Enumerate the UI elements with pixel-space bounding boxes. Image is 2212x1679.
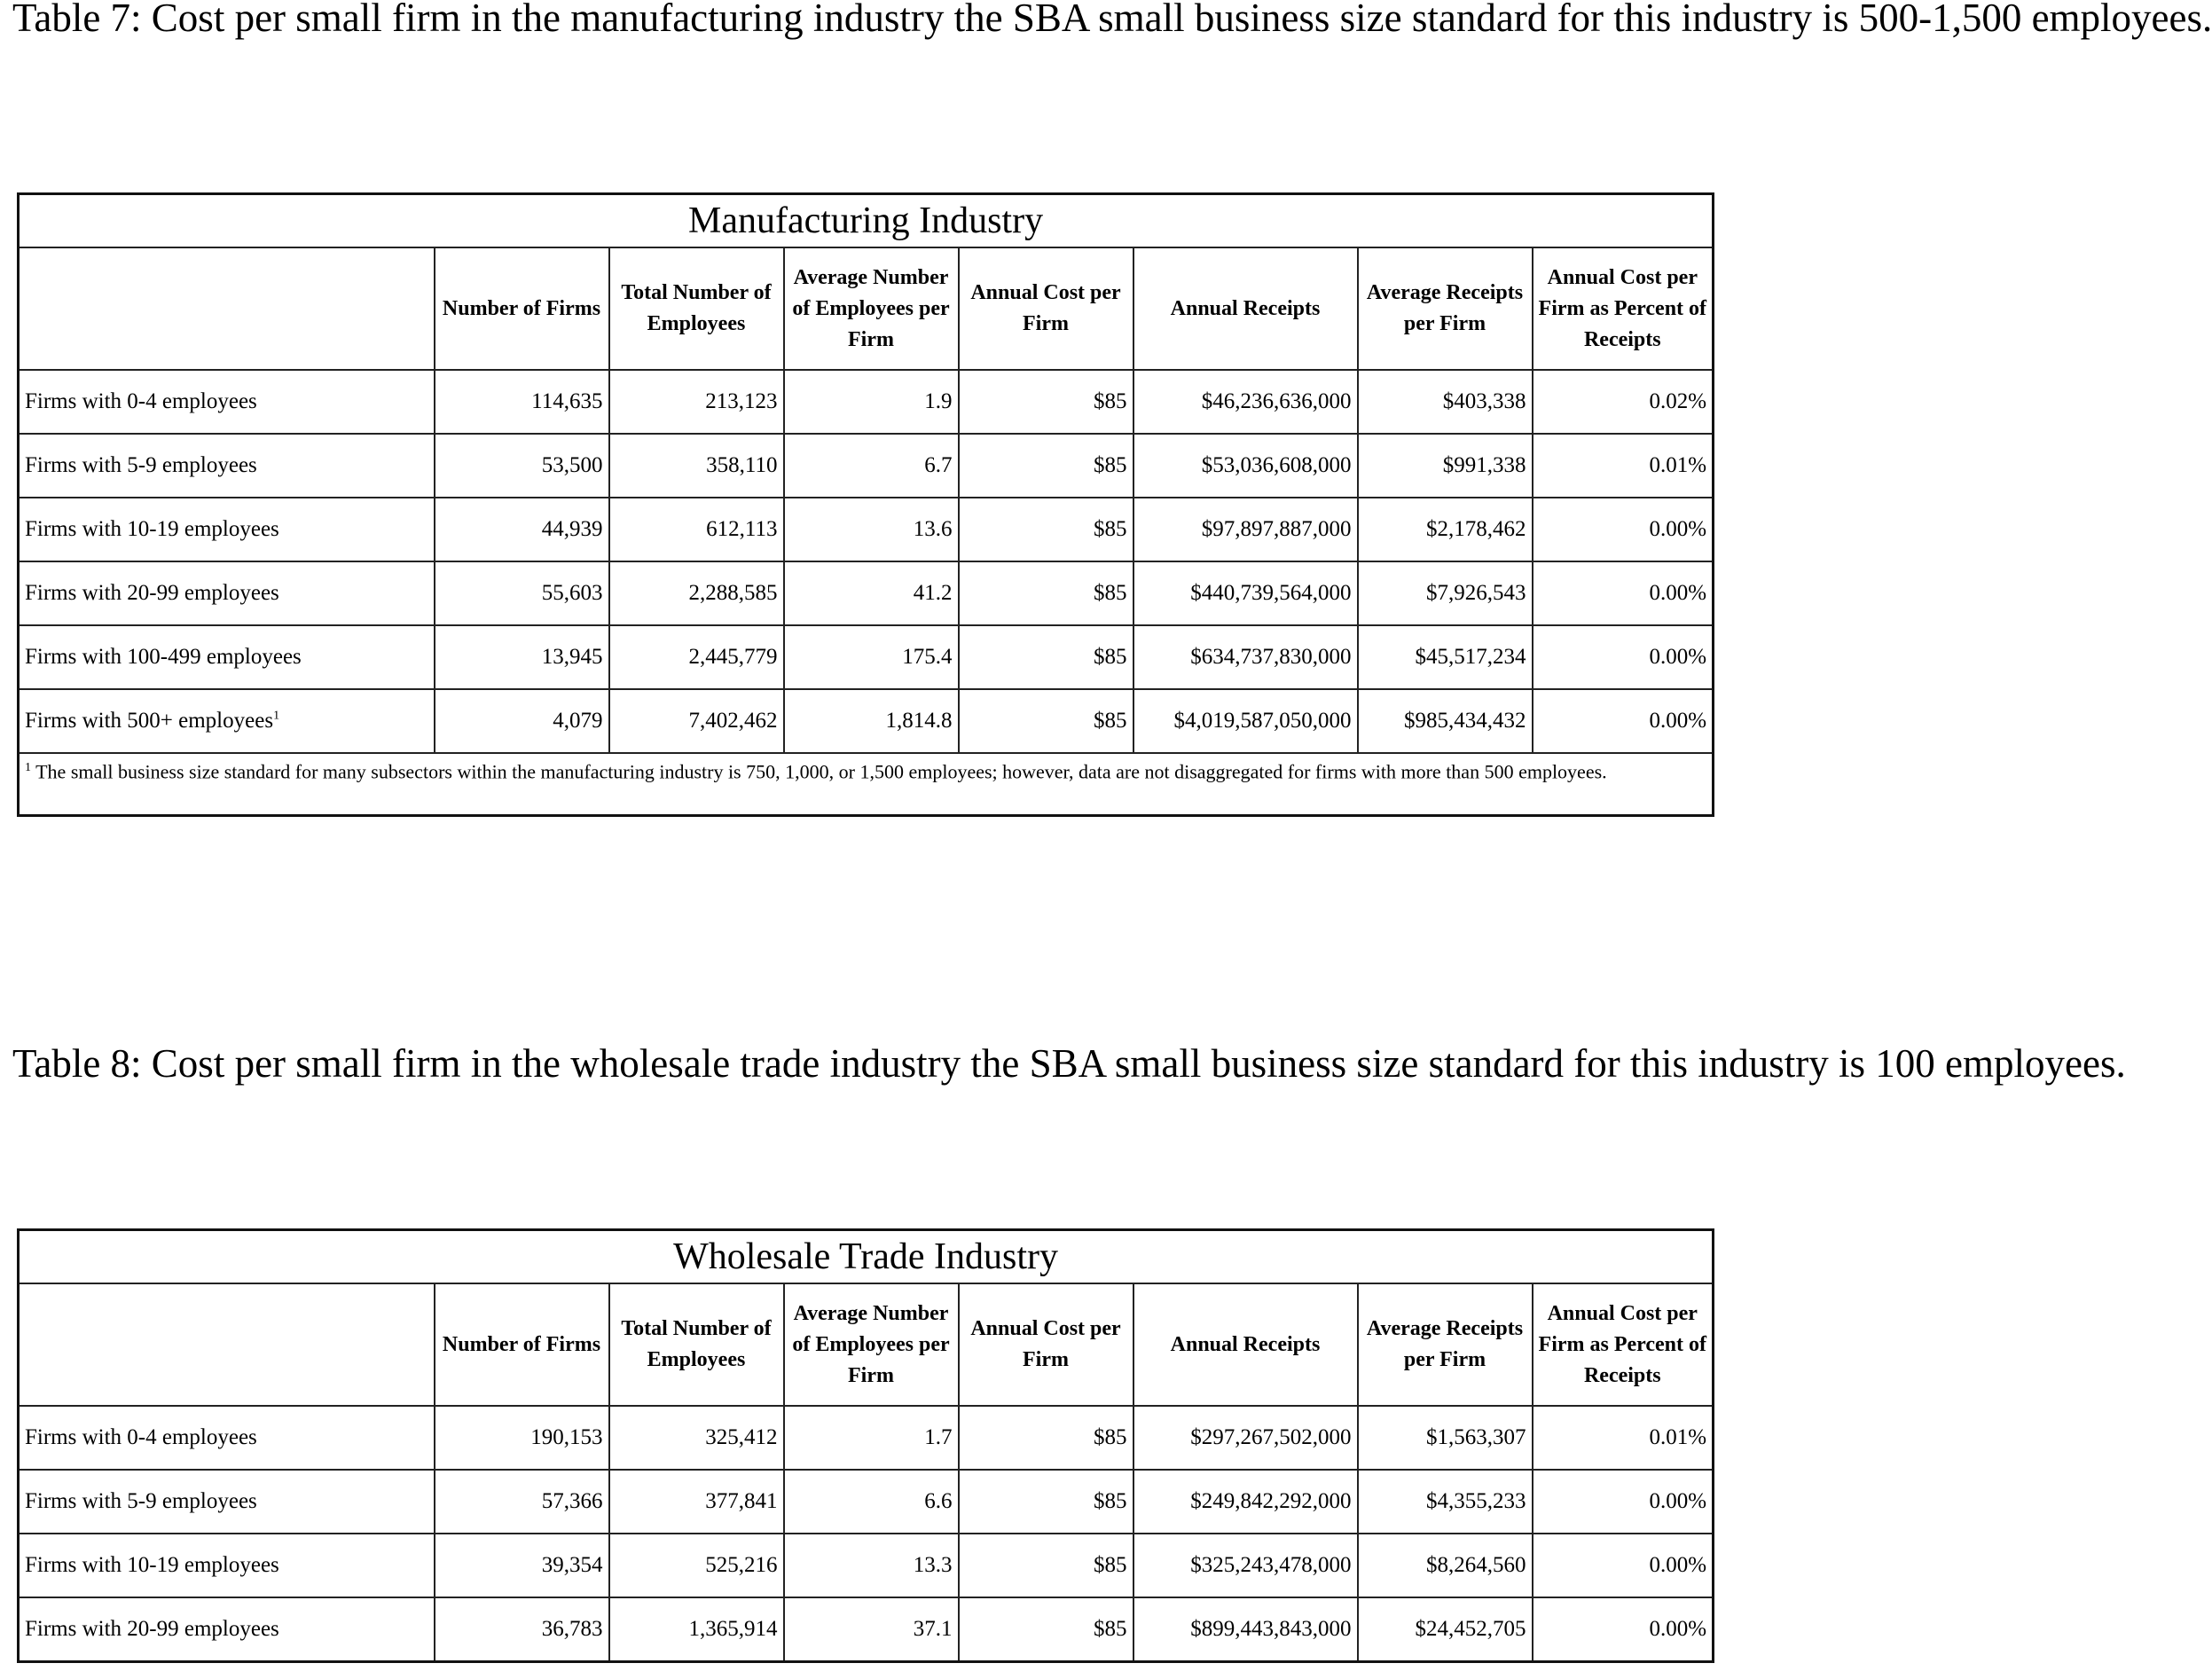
table-cell: $24,452,705 bbox=[1358, 1597, 1533, 1662]
column-header: Annual Cost per Firm bbox=[959, 247, 1133, 370]
row-label: Firms with 0-4 employees bbox=[19, 370, 435, 434]
table-cell: $85 bbox=[959, 561, 1133, 625]
table-cell: 1.9 bbox=[784, 370, 959, 434]
table-cell: $985,434,432 bbox=[1358, 689, 1533, 753]
manufacturing-industry-table bbox=[17, 192, 1714, 817]
table-cell: 2,445,779 bbox=[609, 625, 784, 689]
table-cell: $85 bbox=[959, 1534, 1133, 1597]
table-cell: 2,288,585 bbox=[609, 561, 784, 625]
table-cell: 358,110 bbox=[609, 434, 784, 498]
table-cell: 1,365,914 bbox=[609, 1597, 784, 1662]
table-row bbox=[19, 625, 1714, 689]
column-header bbox=[19, 247, 435, 370]
table-cell: 377,841 bbox=[609, 1470, 784, 1534]
footnote bbox=[19, 753, 1714, 816]
row-label: Firms with 5-9 employees bbox=[19, 434, 435, 498]
column-header: Average Number of Employees per Firm bbox=[784, 247, 959, 370]
table-cell: $45,517,234 bbox=[1358, 625, 1533, 689]
footnote-text: The small business size standard for many subsectors within the manufacturing industry is 750, 1,000, or 1,500 employees; however, data are not disaggregated for firms with more than 500 employees. bbox=[35, 760, 1607, 783]
column-header: Annual Cost per Firm as Percent of Receipts bbox=[1533, 1283, 1714, 1406]
table-cell: 0.00% bbox=[1533, 1534, 1714, 1597]
table-title: Manufacturing Industry bbox=[19, 194, 1714, 248]
table-cell: $53,036,608,000 bbox=[1133, 434, 1358, 498]
table-cell: $4,019,587,050,000 bbox=[1133, 689, 1358, 753]
column-header: Average Number of Employees per Firm bbox=[784, 1283, 959, 1406]
table-cell: $7,926,543 bbox=[1358, 561, 1533, 625]
table-cell: 53,500 bbox=[435, 434, 609, 498]
table-cell: $899,443,843,000 bbox=[1133, 1597, 1358, 1662]
table-row bbox=[19, 1597, 1714, 1662]
table-cell: $85 bbox=[959, 1597, 1133, 1662]
table-cell: 0.00% bbox=[1533, 561, 1714, 625]
row-label: Firms with 10-19 employees bbox=[19, 498, 435, 561]
table-cell: 213,123 bbox=[609, 370, 784, 434]
row-label: Firms with 100-499 employees bbox=[19, 625, 435, 689]
column-header: Average Receipts per Firm bbox=[1358, 1283, 1533, 1406]
table-cell: 175.4 bbox=[784, 625, 959, 689]
table-cell: $85 bbox=[959, 370, 1133, 434]
row-label-text: Firms with 500+ employees bbox=[25, 709, 274, 733]
table-cell: $85 bbox=[959, 1406, 1133, 1470]
table-cell: $249,842,292,000 bbox=[1133, 1470, 1358, 1534]
table-row bbox=[19, 1534, 1714, 1597]
table-row bbox=[19, 561, 1714, 625]
table-cell: 41.2 bbox=[784, 561, 959, 625]
table-cell: 0.01% bbox=[1533, 434, 1714, 498]
footnote-marker: 1 bbox=[25, 761, 31, 774]
column-header bbox=[19, 1283, 435, 1406]
footnote-row bbox=[19, 753, 1714, 816]
table-cell: 4,079 bbox=[435, 689, 609, 753]
table-cell: $297,267,502,000 bbox=[1133, 1406, 1358, 1470]
table-cell: $440,739,564,000 bbox=[1133, 561, 1358, 625]
table-8-caption: Table 8: Cost per small firm in the wholesale trade industry the SBA small business size standard for this industry is 100 employees. bbox=[12, 1041, 2126, 1086]
table-cell: $991,338 bbox=[1358, 434, 1533, 498]
table-cell: 0.00% bbox=[1533, 689, 1714, 753]
table-cell: $97,897,887,000 bbox=[1133, 498, 1358, 561]
column-header: Annual Receipts bbox=[1133, 247, 1358, 370]
table-cell: 0.00% bbox=[1533, 498, 1714, 561]
table-cell: $325,243,478,000 bbox=[1133, 1534, 1358, 1597]
table-cell: 13.6 bbox=[784, 498, 959, 561]
table-7-caption: Table 7: Cost per small firm in the manufacturing industry the SBA small business size standard for this industry is 500-1,500 employees. bbox=[12, 0, 2212, 40]
wholesale-trade-industry-table bbox=[17, 1228, 1714, 1663]
table-cell: $85 bbox=[959, 434, 1133, 498]
table-cell: 525,216 bbox=[609, 1534, 784, 1597]
row-label: Firms with 10-19 employees bbox=[19, 1534, 435, 1597]
row-label: Firms with 5-9 employees bbox=[19, 1470, 435, 1534]
table-cell: 612,113 bbox=[609, 498, 784, 561]
table-cell: 0.00% bbox=[1533, 625, 1714, 689]
table-cell: $634,737,830,000 bbox=[1133, 625, 1358, 689]
table-cell: $46,236,636,000 bbox=[1133, 370, 1358, 434]
table-row bbox=[19, 1406, 1714, 1470]
table-title: Wholesale Trade Industry bbox=[19, 1230, 1714, 1284]
table-cell: 1,814.8 bbox=[784, 689, 959, 753]
table-cell: 37.1 bbox=[784, 1597, 959, 1662]
row-label: Firms with 20-99 employees bbox=[19, 1597, 435, 1662]
table-row bbox=[19, 689, 1714, 753]
table-cell: $8,264,560 bbox=[1358, 1534, 1533, 1597]
table-cell: 39,354 bbox=[435, 1534, 609, 1597]
table-cell: 0.00% bbox=[1533, 1597, 1714, 1662]
table-cell: 7,402,462 bbox=[609, 689, 784, 753]
header-row bbox=[19, 247, 1714, 370]
table-cell: $403,338 bbox=[1358, 370, 1533, 434]
column-header: Total Number of Employees bbox=[609, 1283, 784, 1406]
table-row bbox=[19, 498, 1714, 561]
table-row bbox=[19, 1470, 1714, 1534]
table-cell: $4,355,233 bbox=[1358, 1470, 1533, 1534]
table-cell: 57,366 bbox=[435, 1470, 609, 1534]
table-cell: $85 bbox=[959, 625, 1133, 689]
table-cell: 36,783 bbox=[435, 1597, 609, 1662]
table-cell: 6.7 bbox=[784, 434, 959, 498]
table-cell: 13,945 bbox=[435, 625, 609, 689]
column-header: Average Receipts per Firm bbox=[1358, 247, 1533, 370]
row-label: Firms with 0-4 employees bbox=[19, 1406, 435, 1470]
header-row bbox=[19, 1283, 1714, 1406]
table-cell: $85 bbox=[959, 498, 1133, 561]
table-cell: 0.01% bbox=[1533, 1406, 1714, 1470]
footnote-reference: 1 bbox=[273, 709, 280, 723]
table-cell: $2,178,462 bbox=[1358, 498, 1533, 561]
column-header: Annual Cost per Firm as Percent of Receipts bbox=[1533, 247, 1714, 370]
table-row bbox=[19, 434, 1714, 498]
table-row bbox=[19, 370, 1714, 434]
table-cell: 325,412 bbox=[609, 1406, 784, 1470]
table-cell: 44,939 bbox=[435, 498, 609, 561]
table-cell: 114,635 bbox=[435, 370, 609, 434]
table-cell: 0.02% bbox=[1533, 370, 1714, 434]
column-header: Number of Firms bbox=[435, 247, 609, 370]
table-cell: $85 bbox=[959, 1470, 1133, 1534]
table-cell: 6.6 bbox=[784, 1470, 959, 1534]
column-header: Total Number of Employees bbox=[609, 247, 784, 370]
table-cell: 55,603 bbox=[435, 561, 609, 625]
table-cell: 0.00% bbox=[1533, 1470, 1714, 1534]
table-cell: 1.7 bbox=[784, 1406, 959, 1470]
table-cell: $1,563,307 bbox=[1358, 1406, 1533, 1470]
row-label: Firms with 20-99 employees bbox=[19, 561, 435, 625]
column-header: Annual Cost per Firm bbox=[959, 1283, 1133, 1406]
table-cell: 13.3 bbox=[784, 1534, 959, 1597]
column-header: Annual Receipts bbox=[1133, 1283, 1358, 1406]
row-label bbox=[19, 689, 435, 753]
table-cell: 190,153 bbox=[435, 1406, 609, 1470]
column-header: Number of Firms bbox=[435, 1283, 609, 1406]
table-cell: $85 bbox=[959, 689, 1133, 753]
